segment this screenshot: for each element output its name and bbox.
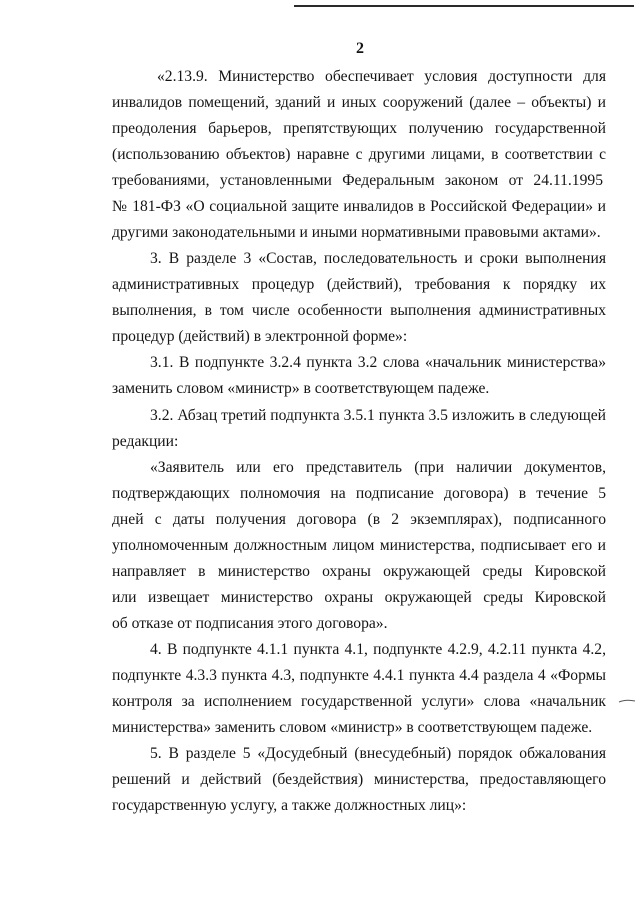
- text-line: контроля за исполнением государственной услуги» слова «начальник: [112, 693, 606, 710]
- text-line: направляет в министерство охраны окружающей среды Кировской: [112, 563, 606, 580]
- text-line: административных процедур (действий), требования к порядку их: [112, 276, 606, 293]
- text-line: подпункте 4.3.3 пункта 4.3, подпункте 4.4.1 пункта 4.4 раздела 4 «Формы: [112, 667, 606, 684]
- text-line: «2.13.9. Министерство обеспечивает условия доступности для: [157, 68, 606, 85]
- text-line: требованиями, установленными Федеральным законом от 24.11.1995: [112, 172, 603, 189]
- text-line: дней с даты получения договора (в 2 экземплярах), подписанного: [112, 511, 606, 528]
- text-line: об отказе от подписания этого договора».: [112, 615, 388, 632]
- text-line: 5. В разделе 5 «Досудебный (внесудебный) порядок обжалования: [150, 745, 606, 762]
- text-line: решений и действий (бездействия) министерства, предоставляющего: [112, 771, 606, 788]
- text-line: 3.2. Абзац третий подпункта 3.5.1 пункта 3.5 изложить в следующей: [150, 407, 606, 424]
- text-line: заменить словом «министр» в соответствующем падеже.: [112, 380, 490, 397]
- text-line: выполнения, в том числе особенности выполнения административных: [112, 302, 606, 319]
- text-line: государственную услугу, а также должностных лиц»:: [112, 797, 467, 814]
- page-number: 2: [356, 40, 364, 57]
- text-line: уполномоченным должностным лицом министерства, подписывает его и: [112, 537, 606, 554]
- text-line: инвалидов помещений, зданий и иных сооружений (далее – объекты) и: [112, 94, 606, 111]
- top-rule: [294, 5, 634, 7]
- text-line: 3.1. В подпункте 3.2.4 пункта 3.2 слова «начальник министерства»: [150, 354, 606, 371]
- text-line: или извещает министерство охраны окружающей среды Кировской: [112, 589, 606, 606]
- text-line: (использованию объектов) наравне с другими лицами, в соответствии с: [112, 146, 606, 163]
- text-line: другими законодательными и иными нормативными правовыми актами».: [112, 224, 601, 241]
- text-line: № 181-ФЗ «О социальной защите инвалидов в Российской Федерации» и: [112, 198, 606, 215]
- text-line: подтверждающих полномочия на подписание договора) в течение 5: [112, 485, 606, 502]
- text-line: процедур (действий) в электронной форме»:: [112, 328, 408, 345]
- text-line: 3. В разделе 3 «Состав, последовательность и сроки выполнения: [150, 250, 606, 267]
- text-line: преодоления барьеров, препятствующих получению государственной: [112, 120, 606, 137]
- text-line: редакции:: [112, 433, 179, 450]
- text-line: 4. В подпункте 4.1.1 пункта 4.1, подпункте 4.2.9, 4.2.11 пункта 4.2,: [150, 641, 606, 658]
- text-line: министерства» заменить словом «министр» в соответствующем падеже.: [112, 719, 593, 736]
- margin-mark-icon: [618, 698, 636, 704]
- text-line: «Заявитель или его представитель (при наличии документов,: [150, 459, 606, 476]
